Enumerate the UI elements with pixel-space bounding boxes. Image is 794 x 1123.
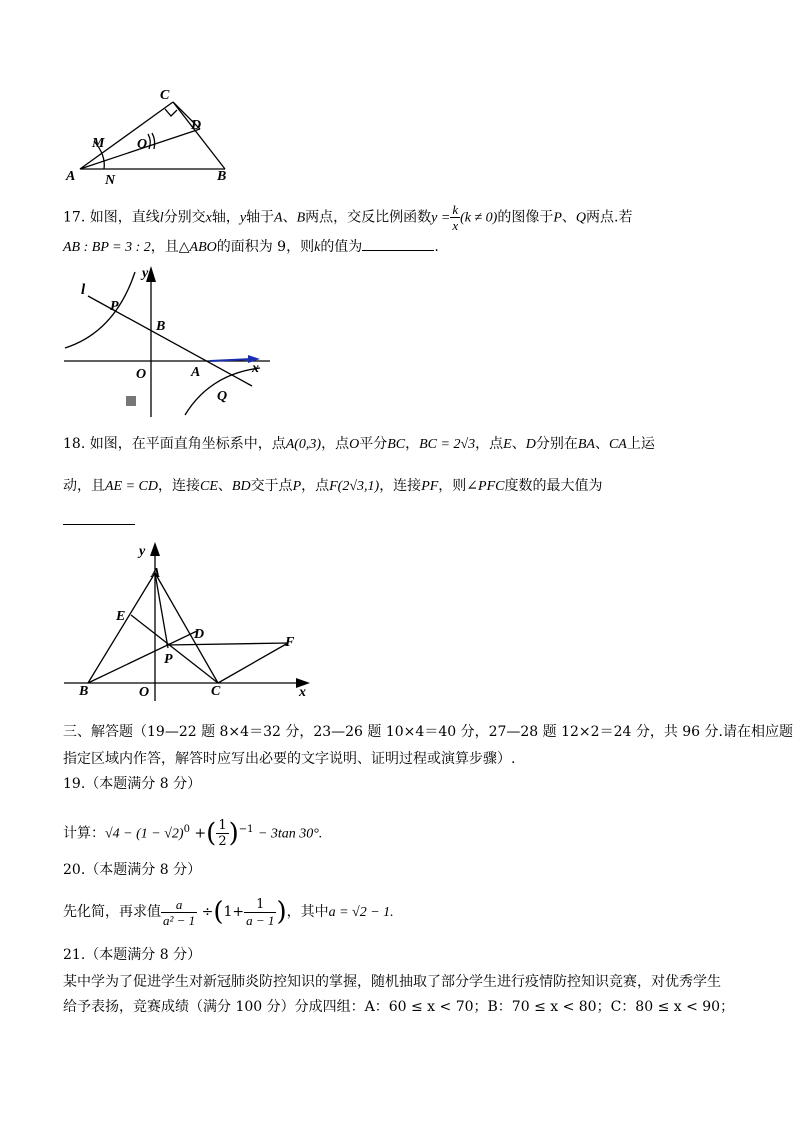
q20-header: 20.（本题满分 8 分） [63, 862, 202, 878]
label-x: x [252, 361, 259, 376]
label-E: E [116, 609, 126, 624]
label-O: O [139, 685, 150, 700]
small-square [126, 396, 136, 406]
label-y: y [139, 544, 146, 559]
figure-17 [60, 262, 275, 422]
label-A: A [191, 365, 201, 380]
label-l: l [81, 282, 86, 298]
q18-answer-blank [63, 510, 135, 525]
q21-line1: 某中学为了促进学生对新冠肺炎防控知识的掌握，随机抽取了部分学生进行疫情防控知识竞赛，对优秀学生 [63, 974, 721, 990]
q19-expression: 计算：$√4 - (1 - √2)^0$ +( $\frac{1}{2}$ )$^{-1}$ − 3tan 30°. [63, 818, 323, 850]
q18-line2: 动，且AE = CD，连接CE、BD交于点P，点F(2√3,1)，连接PF，则∠PFC度数的最大值为 [63, 478, 603, 494]
figure-triangle-top [60, 85, 240, 190]
label-Q: Q [217, 389, 228, 404]
label-D: D [194, 627, 205, 642]
label-P: P [164, 652, 173, 667]
label-y: y [142, 266, 149, 281]
label-M: M [92, 136, 105, 151]
q20-fraction2: $\frac{1}{a - 1}$ [246, 896, 275, 928]
label-B: B [217, 169, 227, 184]
q21-line2: 给予表扬，竞赛成绩（满分 100 分）分成四组：A：60 ≤ x < 70；B：70 ≤ x < 80；C：80 ≤ x < 90； [63, 999, 735, 1015]
label-B: B [79, 684, 89, 699]
q19-header: 19.（本题满分 8 分） [63, 776, 202, 792]
q17-line2: AB : BP = 3 : 2，且△ABO的面积为 9，则k的值为 . [63, 236, 439, 258]
label-A: A [151, 566, 161, 581]
label-x: x [299, 685, 306, 700]
q17-line1: 17. 如图，直线l分别交x轴，y轴于A、B两点，交反比例函数y = $\frac{k}{x}$ (k ≠ 0)的图像于P、Q两点.若 [63, 202, 633, 233]
q19-half: $\frac{1}{2}$ [218, 818, 227, 850]
label-C: C [160, 88, 170, 103]
label-A: A [66, 169, 76, 184]
q20-expression: 先化简，再求值 $\frac{a}{\text{a² − 1}}$ ÷(1+ $\frac{1}{a - 1}$ )，其中a = √2 − 1. [63, 896, 394, 928]
q21-header: 21.（本题满分 8 分） [63, 947, 202, 963]
q17-fraction: $\frac{k}{x}$ [452, 202, 459, 233]
label-D: D [191, 118, 202, 133]
label-C: C [211, 684, 221, 699]
label-N: N [105, 173, 116, 188]
label-P: P [110, 299, 119, 314]
label-O: O [136, 367, 147, 382]
label-B: B [156, 319, 166, 334]
section3-line2: 指定区域内作答，解答时应写出必要的文字说明、证明过程或演算步骤）. [63, 751, 516, 767]
label-F: F [285, 635, 295, 650]
label-O: O [137, 137, 148, 152]
q20-fraction1: $\frac{a}{\text{a² − 1}}$ [163, 896, 196, 928]
answer-blank [362, 236, 434, 251]
section3-line1: 三、解答题（19—22 题 8×4＝32 分，23—26 题 10×4＝40 分，27—28 题 12×2＝24 分，共 96 分.请在相应题 [63, 724, 793, 740]
figure-18 [60, 536, 320, 706]
q18-line1: 18. 如图，在平面直角坐标系中，点A(0,3)，点O平分BC，BC = 2√3，点E、D分别在BA、CA上运 [63, 436, 655, 452]
